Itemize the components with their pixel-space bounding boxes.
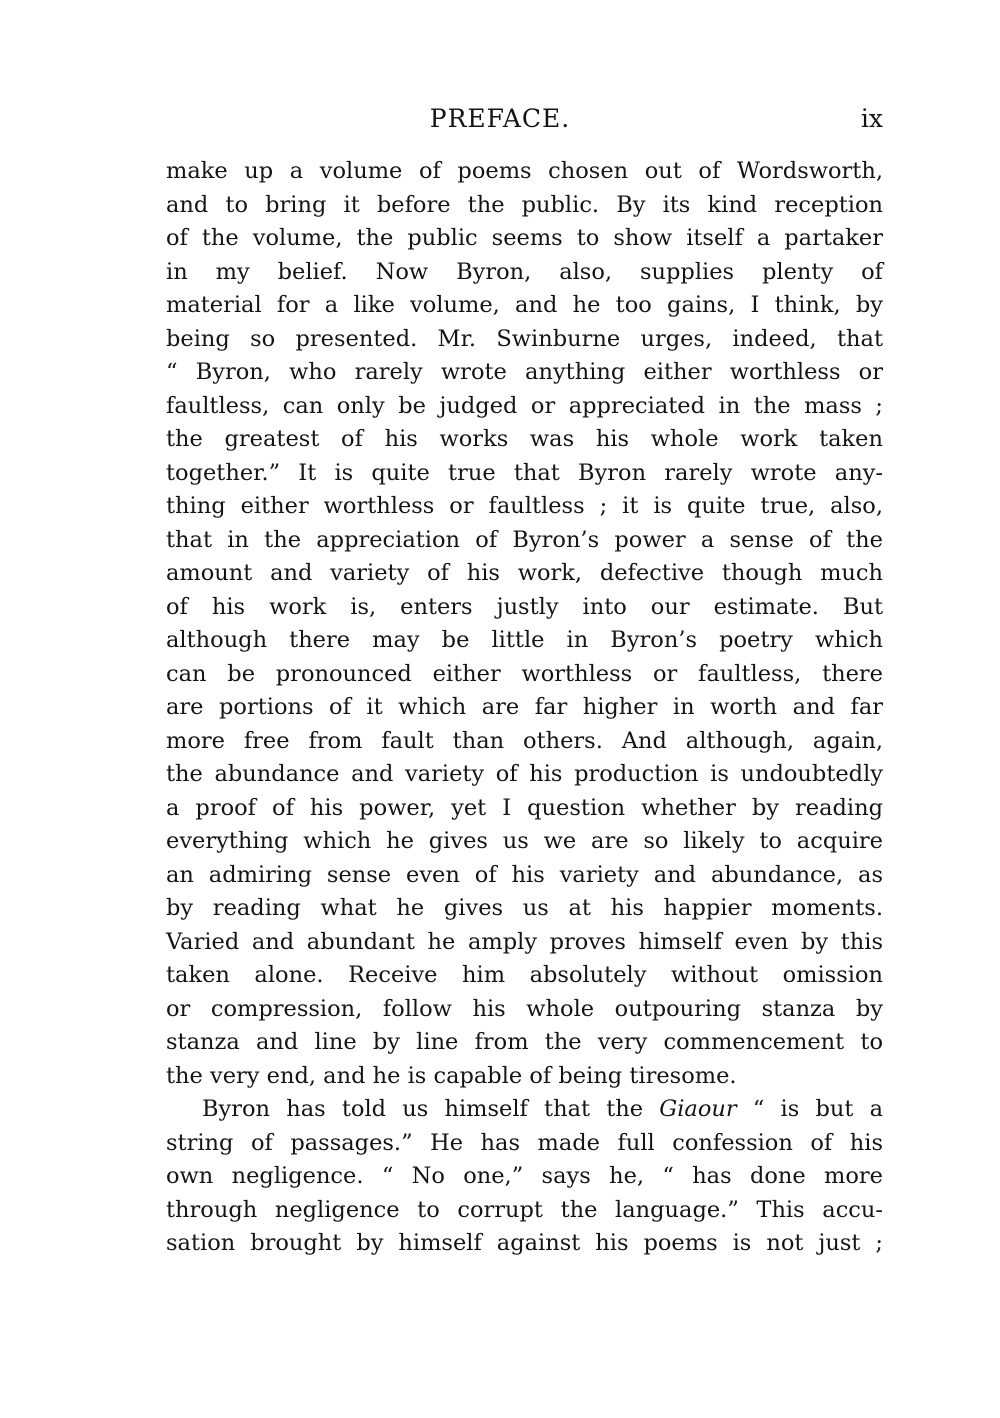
text-line: are portions of it which are far higher in worth and far: [166, 694, 883, 720]
text-line: own negligence. “ No one,” says he, “ has done more: [166, 1163, 883, 1189]
text-line: and to bring it before the public. By its kind reception: [166, 191, 883, 218]
text-line: together.” It is quite true that Byron rarely wrote any-: [166, 459, 883, 486]
text-line: stanza and line by line from the very commencement to: [166, 1029, 883, 1055]
text-line: of his work is, enters justly into our estimate. But: [166, 593, 883, 620]
text-line: through negligence to corrupt the language.” This accu-: [166, 1196, 883, 1223]
text-line: of the volume, the public seems to show itself a partaker: [166, 225, 883, 251]
body-text: [166, 155, 883, 1261]
text-line: the very end, and he is capable of being tiresome.: [166, 1062, 737, 1089]
text-line: that in the appreciation of Byron’s power a sense of the: [166, 526, 883, 553]
page-number: ix: [860, 104, 883, 133]
text-line: the greatest of his works was his whole work taken: [166, 426, 883, 452]
text-line: Varied and abundant he amply proves himself even by this: [166, 928, 883, 955]
text-line: “ Byron, who rarely wrote anything either worthless or: [166, 359, 883, 385]
paragraph-2: [166, 1093, 883, 1261]
text-line: make up a volume of poems chosen out of Wordsworth,: [166, 158, 883, 184]
poem-title-giaour: Giaour: [659, 1096, 737, 1122]
text-line: material for a like volume, and he too gains, I think, by: [166, 292, 883, 318]
text-line: everything which he gives us we are so likely to acquire: [166, 828, 883, 854]
text-line: string of passages.” He has made full confession of his: [166, 1129, 883, 1156]
text-line: the abundance and variety of his production is undoubtedly: [166, 761, 883, 787]
text-run: “ is but a: [736, 1096, 883, 1122]
text-line: in my belief. Now Byron, also, supplies plenty of: [166, 258, 883, 285]
text-line: thing either worthless or faultless ; it is quite true, also,: [166, 493, 883, 519]
text-line: or compression, follow his whole outpouring stanza by: [166, 995, 883, 1022]
text-run: Byron has told us himself that the: [202, 1096, 660, 1122]
paragraph-1: [166, 155, 883, 1093]
text-line: more free from fault than others. And although, again,: [166, 727, 883, 754]
text-line: faultless, can only be judged or appreciated in the mass ;: [166, 392, 883, 419]
text-line: being so presented. Mr. Swinburne urges, indeed, that: [166, 325, 883, 352]
text-line: an admiring sense even of his variety and abundance, as: [166, 861, 883, 888]
text-line: a proof of his power, yet I question whether by reading: [166, 794, 883, 821]
text-line: amount and variety of his work, defective though much: [166, 560, 883, 586]
text-line: taken alone. Receive him absolutely without omission: [166, 962, 883, 988]
text-line: sation brought by himself against his poems is not just ;: [166, 1230, 883, 1256]
text-line: by reading what he gives us at his happier moments.: [166, 895, 883, 921]
running-title: PREFACE.: [429, 104, 571, 133]
text-line: can be pronounced either worthless or faultless, there: [166, 660, 883, 687]
text-line: although there may be little in Byron’s poetry which: [166, 627, 883, 653]
text-line-first: [166, 1093, 883, 1127]
